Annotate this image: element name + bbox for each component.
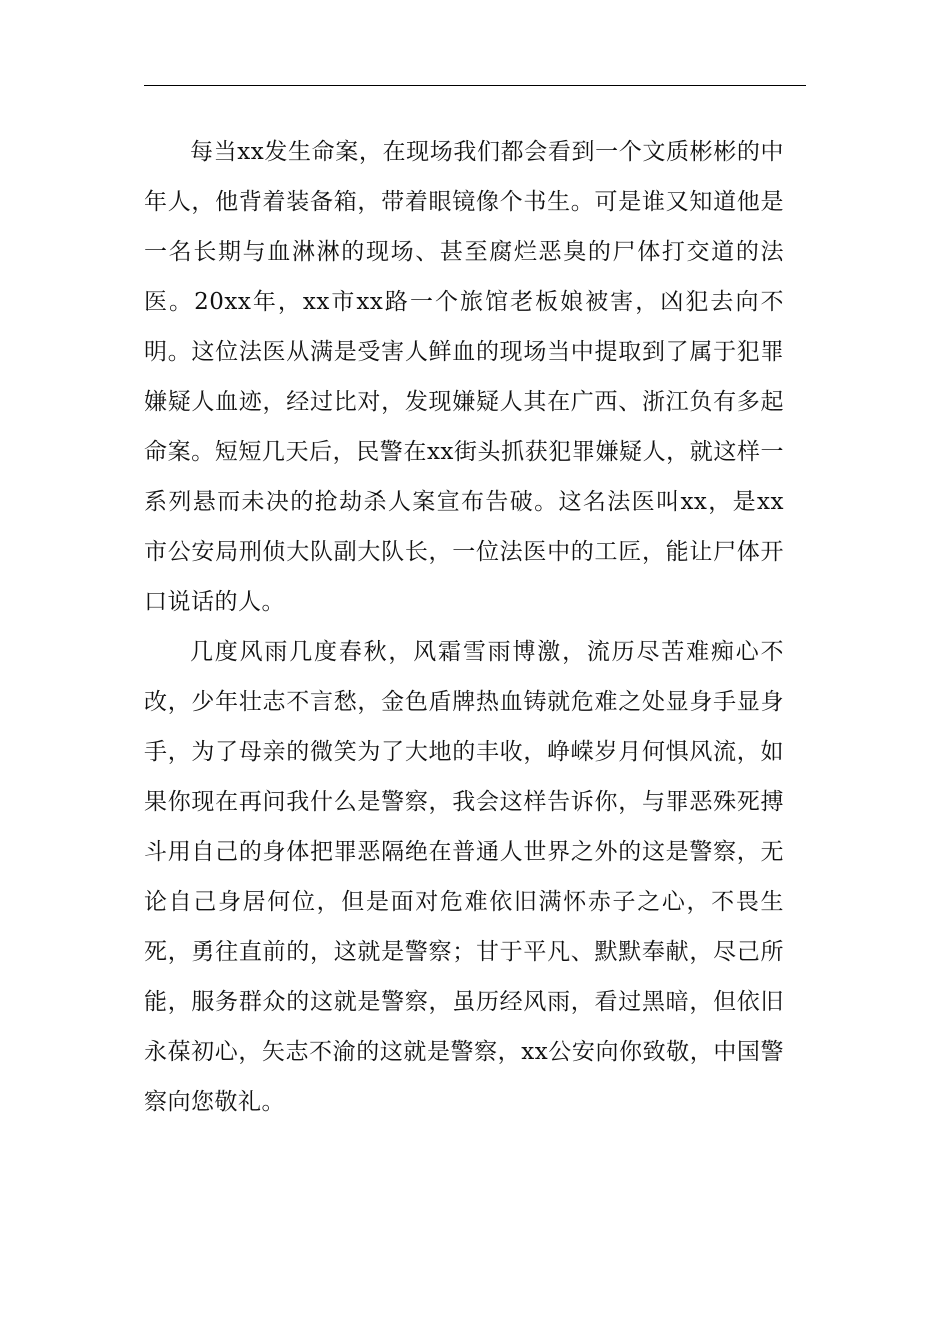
paragraph-1: 每当xx发生命案，在现场我们都会看到一个文质彬彬的中年人，他背着装备箱，带着眼镜像个书生。可是谁又知道他是一名长期与血淋淋的现场、甚至腐烂恶臭的尸体打交道的法医。20xx年，xx市xx路一个旅馆老板娘被害，凶犯去向不明。这位法医从满是受害人鲜血的现场当中提取到了属于犯罪嫌疑人血迹，经过比对，发现嫌疑人其在广西、浙江负有多起命案。短短几天后，民警在xx街头抓获犯罪嫌疑人，就这样一系列悬而未决的抢劫杀人案宣布告破。这名法医叫xx，是xx市公安局刑侦大队副大队长，一位法医中的工匠，能让尸体开口说话的人。 (144, 139, 784, 615)
document-body (144, 127, 784, 1127)
paragraph-2: 几度风雨几度春秋，风霜雪雨博激，流历尽苦难痴心不改，少年壮志不言愁，金色盾牌热血铸就危难之处显身手显身手，为了母亲的微笑为了大地的丰收，峥嵘岁月何惧风流，如果你现在再问我什么是警察，我会这样告诉你，与罪恶殊死搏斗用自己的身体把罪恶隔绝在普通人世界之外的这是警察，无论自己身居何位，但是面对危难依旧满怀赤子之心，不畏生死，勇往直前的，这就是警察；甘于平凡、默默奉献，尽己所能，服务群众的这就是警察，虽历经风雨，看过黑暗，但依旧永葆初心，矢志不渝的这就是警察，xx公安向你致敬，中国警察向您敬礼。 (144, 639, 784, 1115)
header-rule (144, 85, 806, 86)
